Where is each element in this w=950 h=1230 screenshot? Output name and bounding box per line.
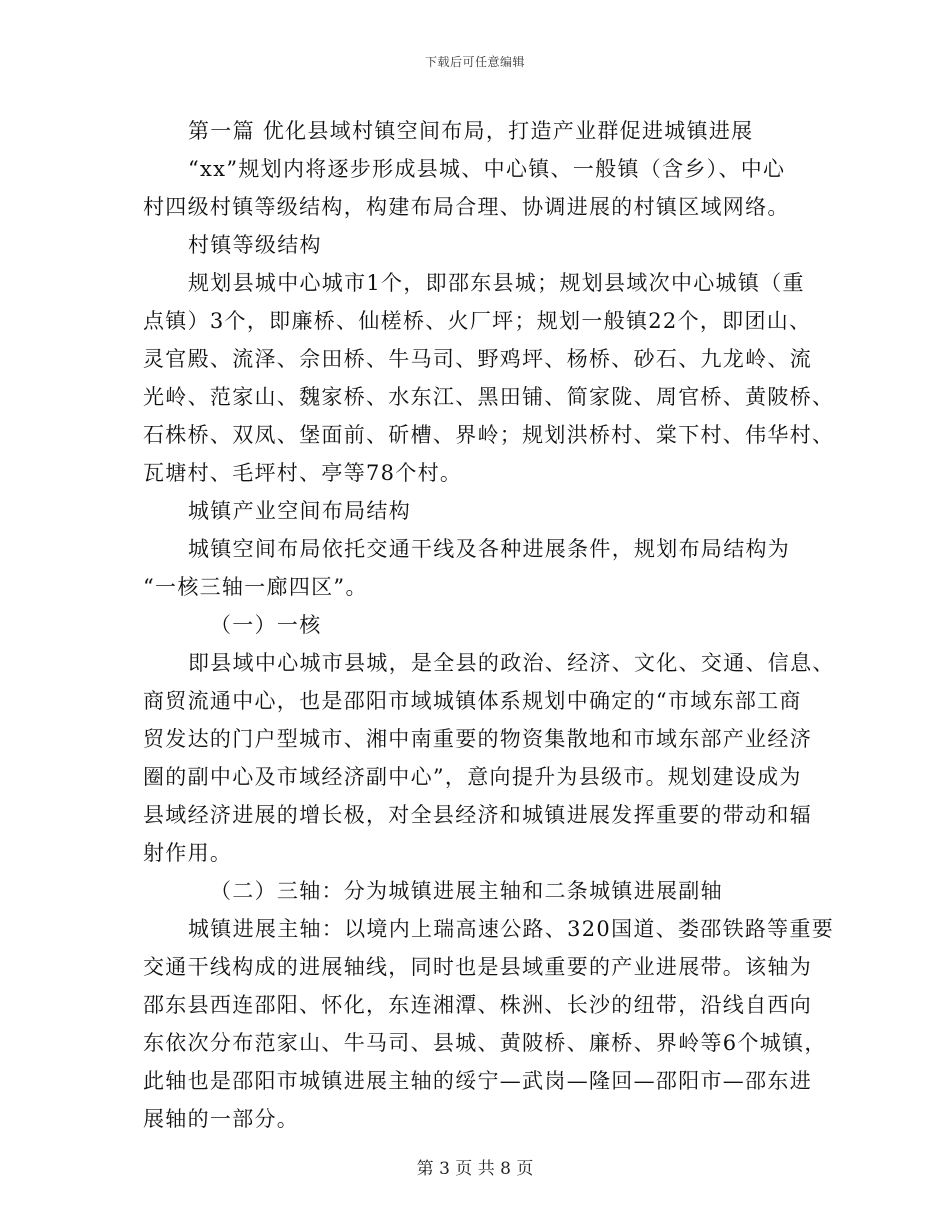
paragraph-line: 商贸流通中心，也是邵阳市域城镇体系规划中确定的“市域东部工商 <box>143 689 802 713</box>
subheading: （二）三轴：分为城镇进展主轴和二条城镇进展副轴 <box>210 879 723 903</box>
paragraph-line: 光岭、范家山、魏家桥、水东江、黑田铺、简家陇、周官桥、黄陂桥、 <box>143 385 835 409</box>
paragraph-line: 射作用。 <box>143 841 233 865</box>
subheading: 城镇产业空间布局结构 <box>188 499 411 523</box>
section-title: 第一篇 优化县域村镇空间布局，打造产业群促进城镇进展 <box>188 119 754 143</box>
document-body <box>143 112 835 1138</box>
paragraph-line: 石株桥、双凤、堡面前、斫槽、界岭；规划洪桥村、棠下村、伟华村、 <box>143 423 835 447</box>
paragraph-line: 县域经济进展的增长极，对全县经济和城镇进展发挥重要的带动和辐 <box>143 803 812 827</box>
paragraph-line: 城镇进展主轴：以境内上瑞高速公路、320国道、娄邵铁路等重要 <box>188 917 835 941</box>
paragraph-line: 村四级村镇等级结构，构建布局合理、协调进展的村镇区域网络。 <box>143 195 790 219</box>
paragraph-line: 点镇）3个，即廉桥、仙槎桥、火厂坪；规划一般镇22个，即团山、 <box>143 309 812 333</box>
paragraph-line: 此轴也是邵阳市城镇进展主轴的绥宁—武岗—隆回—邵阳市—邵东进 <box>143 1069 812 1093</box>
page-header: 下载后可任意编辑 <box>424 55 525 69</box>
paragraph-line: 即县域中心城市县城，是全县的政治、经济、文化、交通、信息、 <box>188 651 835 675</box>
page-footer: 第 3 页 共 8 页 <box>416 1159 534 1179</box>
paragraph-line: 瓦塘村、毛坪村、亭等78个村。 <box>143 461 463 485</box>
paragraph-line: “xx”规划内将逐步形成县城、中心镇、一般镇（含乡）、中心 <box>188 157 786 181</box>
paragraph-line: 邵东县西连邵阳、怀化，东连湘潭、株洲、长沙的纽带，沿线自西向 <box>143 993 812 1017</box>
paragraph-line: 贸发达的门户型城市、湘中南重要的物资集散地和市域东部产业经济 <box>143 727 812 751</box>
subheading: （一）一核 <box>210 613 322 637</box>
paragraph-line: 城镇空间布局依托交通干线及各种进展条件，规划布局结构为 <box>188 537 791 561</box>
paragraph-line: 圈的副中心及市域经济副中心”，意向提升为县级市。规划建设成为 <box>143 765 802 789</box>
paragraph-line: 展轴的一部分。 <box>143 1107 300 1131</box>
paragraph-line: 东依次分布范家山、牛马司、县城、黄陂桥、廉桥、界岭等6个城镇， <box>143 1031 827 1055</box>
paragraph-line: “一核三轴一廊四区”。 <box>143 575 368 599</box>
paragraph-line: 灵官殿、流泽、佘田桥、牛马司、野鸡坪、杨桥、砂石、九龙岭、流 <box>143 347 812 371</box>
paragraph-line: 规划县城中心城市1个，即邵东县城；规划县域次中心城镇（重 <box>188 271 805 295</box>
paragraph-line: 交通干线构成的进展轴线，同时也是县域重要的产业进展带。该轴为 <box>143 955 812 979</box>
subheading: 村镇等级结构 <box>188 233 322 257</box>
